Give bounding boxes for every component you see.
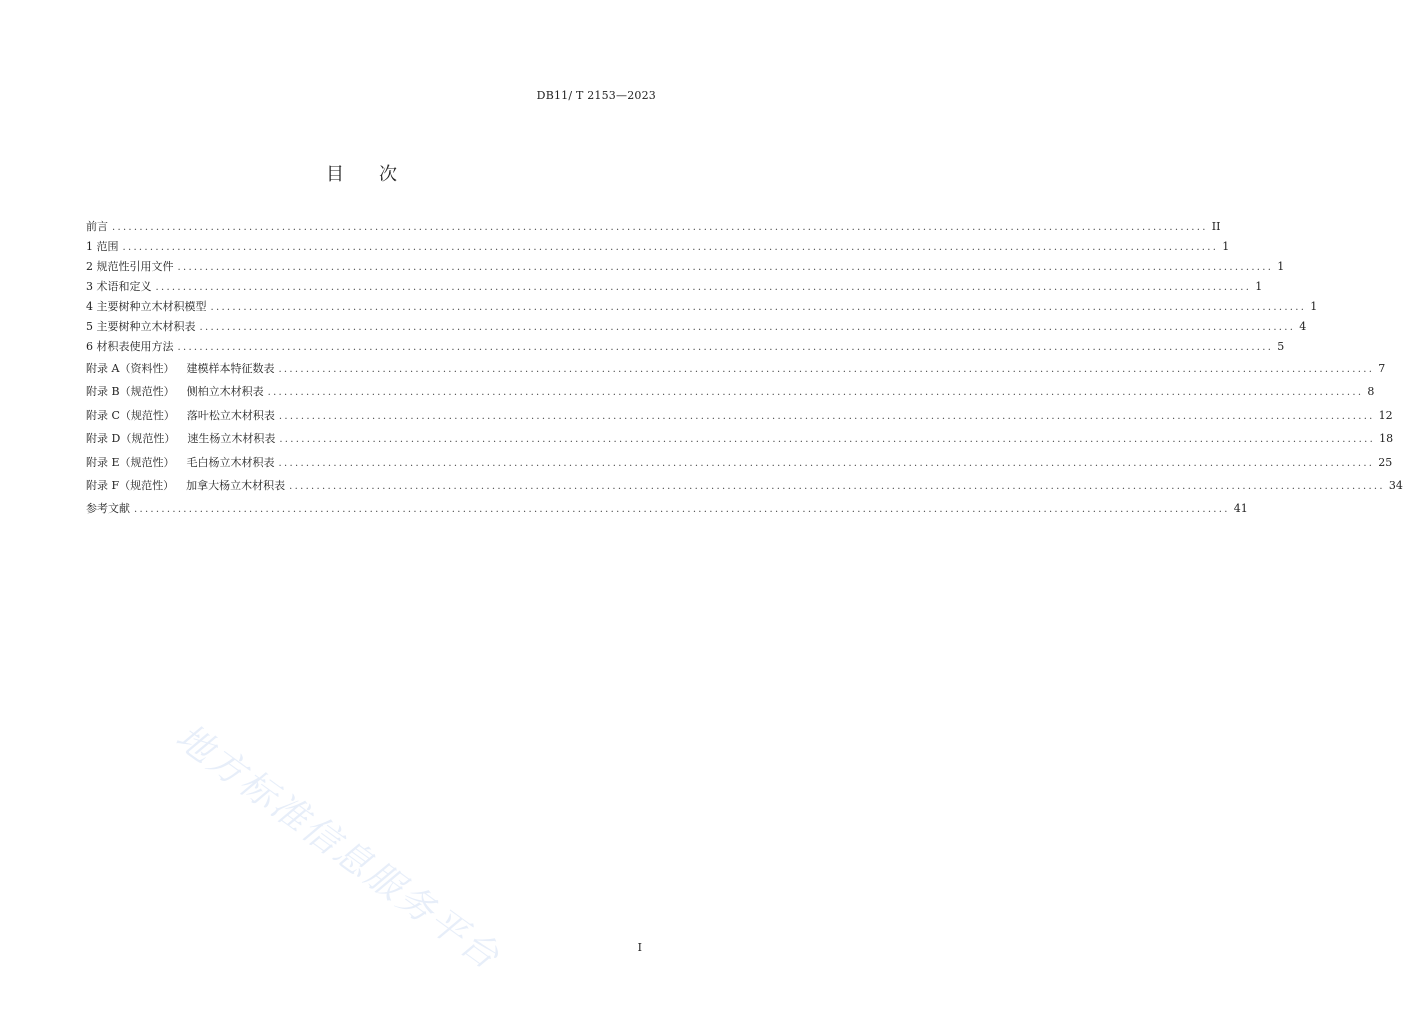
toc-entry-appendix-a[interactable] — [86, 360, 1386, 383]
toc-leader-dots: ........................................................................................................................................................................................................ — [267, 387, 1364, 399]
toc-appendix-name: 落叶松立木材积表 — [186, 408, 275, 422]
toc-entry-page: 7 — [1378, 362, 1386, 375]
toc-entry-label: 附录 E（规范性） — [86, 455, 175, 469]
toc-entry-appendix-c[interactable] — [86, 407, 1393, 430]
toc-entry-label: 3 术语和定义 — [86, 280, 152, 293]
toc-title — [0, 160, 724, 186]
toc-entry-label: 附录 D（规范性） — [86, 432, 176, 446]
toc-entry-foreword[interactable] — [86, 218, 1221, 238]
toc-entry-label: 附录 F（规范性） — [86, 478, 175, 492]
toc-entry-label: 前言 — [86, 220, 108, 233]
toc-entry-page: 1 — [1255, 280, 1263, 293]
table-of-contents — [86, 218, 1403, 520]
toc-leader-dots: ........................................................................................................................................................................................................ — [134, 504, 1230, 516]
toc-entry-page: 25 — [1378, 455, 1393, 469]
toc-leader-dots: ........................................................................................................................................................................................................ — [289, 480, 1385, 492]
toc-entry-appendix-f[interactable] — [86, 477, 1403, 500]
toc-entry-appendix-d[interactable] — [86, 430, 1394, 453]
toc-leader-dots: ........................................................................................................................................................................................................ — [199, 322, 1296, 333]
toc-entry-volume-models[interactable] — [86, 298, 1318, 318]
toc-leader-dots: ........................................................................................................................................................................................................ — [278, 364, 1375, 375]
toc-entry-page: 4 — [1299, 320, 1307, 333]
toc-entry-page: 12 — [1378, 408, 1393, 422]
toc-leader-dots: ........................................................................................................................................................................................................ — [155, 282, 1252, 293]
toc-entry-label: 附录 A（资料性） — [86, 362, 175, 375]
toc-entry-appendix-e[interactable] — [86, 454, 1393, 477]
toc-entry-label: 1 范围 — [86, 240, 119, 253]
toc-appendix-name: 速生杨立木材积表 — [187, 432, 276, 446]
toc-entry-page: II — [1211, 220, 1221, 233]
toc-appendix-name: 毛白杨立木材积表 — [186, 455, 275, 469]
toc-appendix-name: 侧柏立木材积表 — [186, 385, 264, 399]
page-number: I — [637, 941, 642, 954]
toc-leader-dots: ........................................................................................................................................................................................................ — [278, 410, 1375, 422]
toc-appendix-name: 建模样本特征数表 — [186, 362, 275, 375]
toc-entry-bibliography[interactable] — [86, 500, 1248, 520]
toc-leader-dots: ........................................................................................................................................................................................................ — [177, 262, 1274, 273]
toc-leader-dots: ........................................................................................................................................................................................................ — [210, 302, 1307, 313]
toc-entry-page: 8 — [1367, 385, 1375, 399]
toc-entry-page: 41 — [1233, 502, 1248, 516]
toc-entry-scope[interactable] — [86, 238, 1230, 258]
toc-entry-label: 参考文献 — [86, 502, 130, 516]
toc-entry-page: 1 — [1277, 260, 1285, 273]
toc-title-char-2: 次 — [379, 164, 398, 185]
toc-entry-label: 附录 B（规范性） — [86, 385, 175, 399]
toc-appendix-name: 加拿大杨立木材积表 — [186, 478, 286, 492]
watermark-text: 地方标准信息服务平台 — [168, 716, 508, 979]
toc-leader-dots: ........................................................................................................................................................................................................ — [177, 342, 1274, 353]
toc-leader-dots: ........................................................................................................................................................................................................ — [278, 457, 1375, 469]
toc-entry-label: 附录 C（规范性） — [86, 408, 175, 422]
toc-entry-normative-references[interactable] — [86, 258, 1285, 278]
toc-entry-label: 2 规范性引用文件 — [86, 260, 174, 273]
toc-entry-appendix-b[interactable] — [86, 383, 1375, 406]
toc-entry-label: 5 主要树种立木材积表 — [86, 320, 196, 333]
toc-entry-page: 5 — [1277, 340, 1285, 353]
toc-entry-usage-method[interactable] — [86, 338, 1285, 358]
toc-entry-page: 18 — [1379, 432, 1394, 446]
toc-entry-label: 6 材积表使用方法 — [86, 340, 174, 353]
toc-entry-page: 1 — [1310, 300, 1318, 313]
toc-leader-dots: ........................................................................................................................................................................................................ — [279, 434, 1376, 446]
toc-entry-terms-definitions[interactable] — [86, 278, 1263, 298]
toc-title-char-1: 目 — [326, 164, 345, 185]
toc-entry-volume-tables[interactable] — [86, 318, 1307, 338]
toc-leader-dots: ........................................................................................................................................................................................................ — [112, 222, 1208, 233]
toc-entry-label: 4 主要树种立木材积模型 — [86, 300, 207, 313]
standard-code: DB11/ T 2153—2023 — [536, 89, 656, 102]
toc-leader-dots: ........................................................................................................................................................................................................ — [122, 242, 1219, 253]
toc-entry-page: 1 — [1222, 240, 1230, 253]
toc-entry-page: 34 — [1388, 478, 1403, 492]
